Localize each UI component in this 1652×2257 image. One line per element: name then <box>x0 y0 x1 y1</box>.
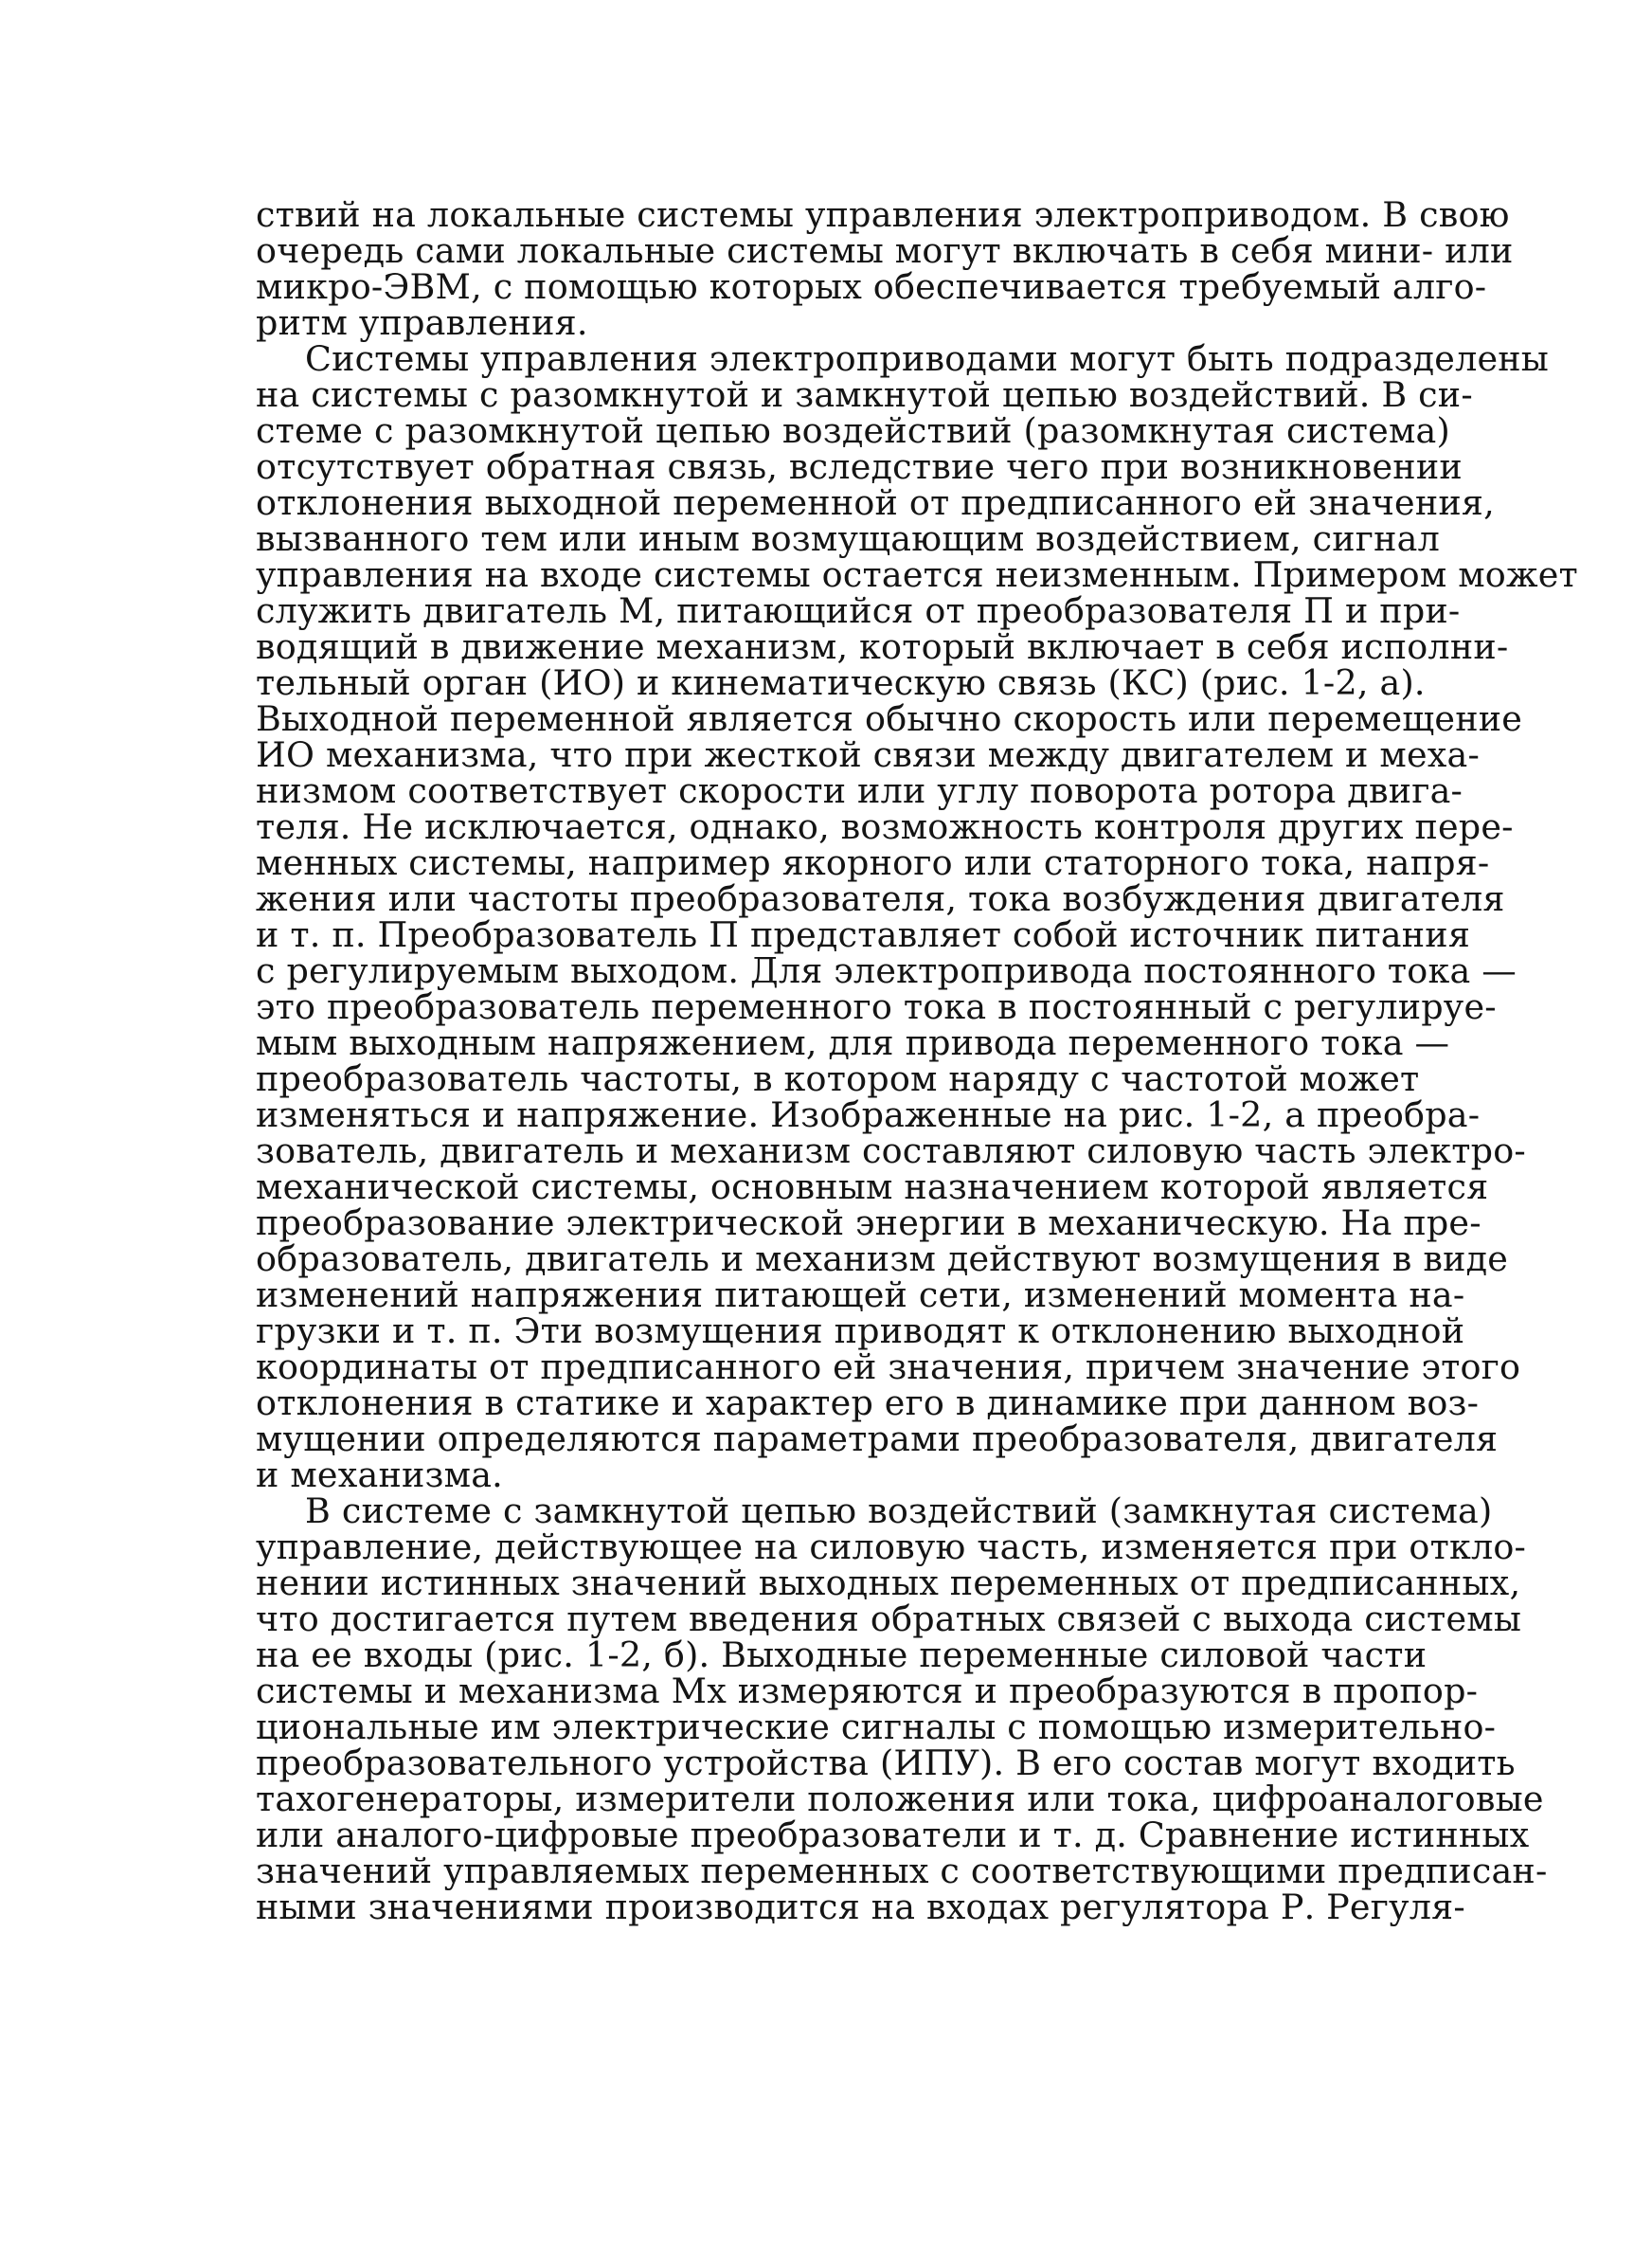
text-line: жения или частоты преобразователя, тока возбуждения двигателя <box>256 878 1505 919</box>
text-line: зователь, двигатель и механизм составляют силовую часть электро- <box>256 1130 1526 1171</box>
text-line: на системы с разомкнутой и замкнутой цепью воздействий. В си- <box>256 374 1473 415</box>
text-line: тахогенераторы, измерители положения или тока, цифроаналоговые <box>256 1779 1544 1819</box>
text-line: что достигается путем введения обратных связей с выхода системы <box>256 1598 1522 1639</box>
text-line: служить двигатель М, питающийся от преобразователя П и при- <box>256 590 1461 631</box>
text-line: вызванного тем или иным возмущающим воздействием, сигнал <box>256 518 1441 559</box>
text-line: ИО механизма, что при жесткой связи между двигателем и меха- <box>256 734 1481 775</box>
text-line: Системы управления электроприводами могут быть подразделены <box>305 338 1550 379</box>
text-line: нении истинных значений выходных переменных от предписанных, <box>256 1562 1521 1603</box>
text-line: системы и механизма Мх измеряются и преобразуются в пропор- <box>256 1670 1479 1711</box>
text-line: это преобразователь переменного тока в постоянный с регулируе- <box>256 986 1497 1027</box>
text-line: координаты от предписанного ей значения, причем значение этого <box>256 1346 1521 1387</box>
text-line: ствий на локальные системы управления электроприводом. В свою <box>256 194 1510 235</box>
text-line: преобразователь частоты, в котором наряду с частотой может <box>256 1058 1420 1099</box>
text-line: низмом соответствует скорости или углу поворота ротора двига- <box>256 770 1463 811</box>
text-line: тельный орган (ИО) и кинематическую связь (КС) (рис. 1-2, а). <box>256 662 1426 703</box>
text-line: грузки и т. п. Эти возмущения приводят к отклонению выходной <box>256 1310 1465 1351</box>
text-line: Выходной переменной является обычно скорость или перемещение <box>256 698 1523 739</box>
body-text <box>256 194 1578 2089</box>
text-line: ритм управления. <box>256 302 588 343</box>
text-line: значений управляемых переменных с соответствующими предписан- <box>256 1851 1548 1891</box>
text-line: ными значениями производится на входах регулятора Р. Регуля- <box>256 1887 1465 1927</box>
text-line: управление, действующее на силовую часть, изменяется при откло- <box>256 1526 1527 1567</box>
text-line: циональные им электрические сигналы с помощью измерительно- <box>256 1706 1497 1747</box>
text-line: преобразовательного устройства (ИПУ). В его состав могут входить <box>256 1742 1516 1783</box>
text-line: с регулируемым выходом. Для электропривода постоянного тока — <box>256 950 1517 991</box>
text-line: менных системы, например якорного или статорного тока, напря- <box>256 842 1490 883</box>
text-line: и механизма. <box>256 1454 503 1495</box>
text-line: отклонения выходной переменной от предписанного ей значения, <box>256 482 1495 523</box>
text-line: на ее входы (рис. 1-2, б). Выходные переменные силовой части <box>256 1634 1428 1675</box>
text-line: преобразование электрической энергии в механическую. На пре- <box>256 1202 1481 1243</box>
text-line: мущении определяются параметрами преобразователя, двигателя <box>256 1418 1499 1459</box>
text-line: очередь сами локальные системы могут включать в себя мини- или <box>256 230 1514 271</box>
text-line: В системе с замкнутой цепью воздействий (замкнутая система) <box>305 1490 1493 1531</box>
text-line: или аналого-цифровые преобразователи и т. д. Сравнение истинных <box>256 1815 1530 1855</box>
text-line: изменений напряжения питающей сети, изменений момента на- <box>256 1274 1465 1315</box>
text-line: мым выходным напряжением, для привода переменного тока — <box>256 1022 1450 1063</box>
text-line: управления на входе системы остается неизменным. Примером может <box>256 554 1578 595</box>
text-line: водящий в движение механизм, который включает в себя исполни- <box>256 626 1509 667</box>
text-line: отклонения в статике и характер его в динамике при данном воз- <box>256 1382 1480 1423</box>
text-line: отсутствует обратная связь, вследствие чего при возникновении <box>256 446 1463 487</box>
text-line: образователь, двигатель и механизм действуют возмущения в виде <box>256 1238 1509 1279</box>
text-line: теля. Не исключается, однако, возможность контроля других пере- <box>256 806 1514 847</box>
text-line: стеме с разомкнутой цепью воздействий (разомкнутая система) <box>256 410 1450 451</box>
text-line: изменяться и напряжение. Изображенные на рис. 1-2, а преобра- <box>256 1094 1481 1135</box>
text-line: микро-ЭВМ, с помощью которых обеспечивается требуемый алго- <box>256 266 1487 307</box>
text-line: механической системы, основным назначением которой является <box>256 1166 1489 1207</box>
text-line: и т. п. Преобразователь П представляет собой источник питания <box>256 914 1471 955</box>
